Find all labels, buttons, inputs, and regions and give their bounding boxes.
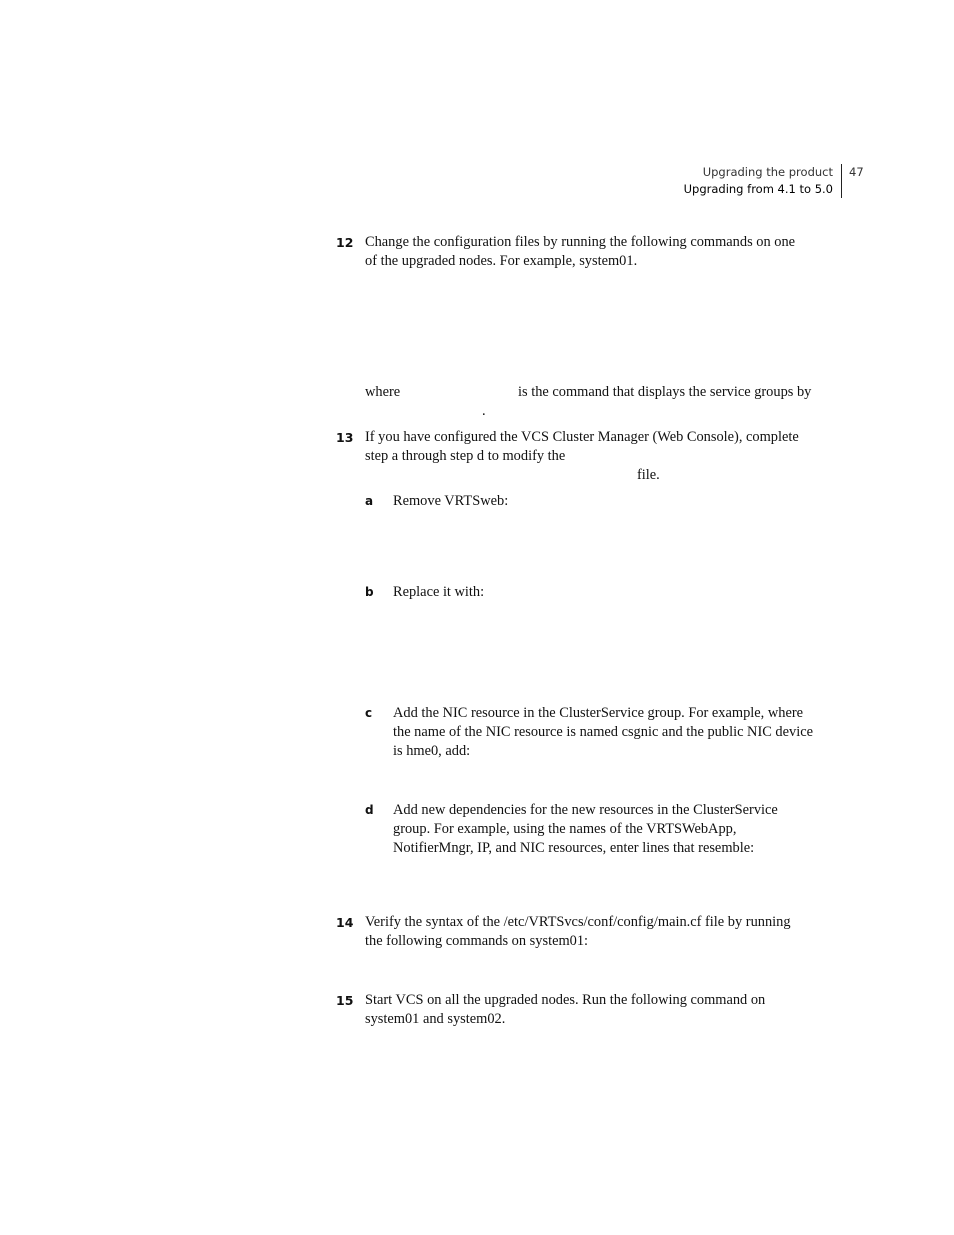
step-text [365, 913, 841, 951]
substep-letter: a [365, 494, 374, 508]
page-number: 47 [849, 165, 864, 179]
substep-c [365, 704, 841, 761]
substep-letter: c [365, 706, 373, 720]
step-text-line: of the upgraded nodes. For example, system01. [365, 253, 638, 269]
substep-text: Replace it with: [393, 584, 485, 600]
step-number: 12 [336, 235, 354, 250]
substep-text-line: Add the NIC resource in the ClusterService group. For example, where [393, 705, 804, 721]
step-13 [336, 428, 841, 466]
step-text-line: step a through step d to modify the [365, 448, 566, 464]
substep-text-line: the name of the NIC resource is named csgnic and the public NIC device [393, 724, 813, 740]
where-trail: . [482, 403, 486, 419]
step-12 [336, 233, 841, 271]
file-word: file. [637, 467, 660, 483]
substep-text [393, 801, 841, 858]
step-text-line: Change the configuration files by running the following commands on one [365, 234, 796, 250]
header-chapter-title: Upgrading the product [702, 165, 833, 179]
step-number: 14 [336, 915, 354, 930]
step-text-line: Verify the syntax of the /etc/VRTSvcs/conf/config/main.cf file by running [365, 914, 791, 930]
step-text [365, 991, 841, 1029]
substep-a [365, 492, 841, 511]
step-number: 15 [336, 993, 354, 1008]
substep-text-line: group. For example, using the names of the VRTSWebApp, [393, 821, 737, 837]
substep-text [393, 704, 841, 761]
step-text-line: If you have configured the VCS Cluster Manager (Web Console), complete [365, 429, 799, 445]
step-text-line: Start VCS on all the upgraded nodes. Run the following command on [365, 992, 766, 1008]
substep-text: Remove VRTSweb: [393, 493, 509, 509]
where-rest: is the command that displays the service groups by [518, 384, 812, 400]
substep-text-line: is hme0, add: [393, 743, 471, 759]
step-14 [336, 913, 841, 951]
substep-text-line: NotifierMngr, IP, and NIC resources, enter lines that resemble: [393, 840, 755, 856]
substep-b [365, 583, 841, 602]
substep-text-line: Add new dependencies for the new resources in the ClusterService [393, 802, 778, 818]
step-text [365, 233, 841, 271]
step-text-line: system01 and system02. [365, 1011, 506, 1027]
running-header [684, 164, 842, 198]
step-15 [336, 991, 841, 1029]
header-section-title: Upgrading from 4.1 to 5.0 [683, 182, 833, 196]
substep-letter: b [365, 585, 374, 599]
step-number: 13 [336, 430, 354, 445]
step-text [365, 428, 841, 466]
step-text-line: the following commands on system01: [365, 933, 589, 949]
substep-d [365, 801, 841, 858]
substep-letter: d [365, 803, 374, 817]
where-word: where [365, 384, 401, 400]
